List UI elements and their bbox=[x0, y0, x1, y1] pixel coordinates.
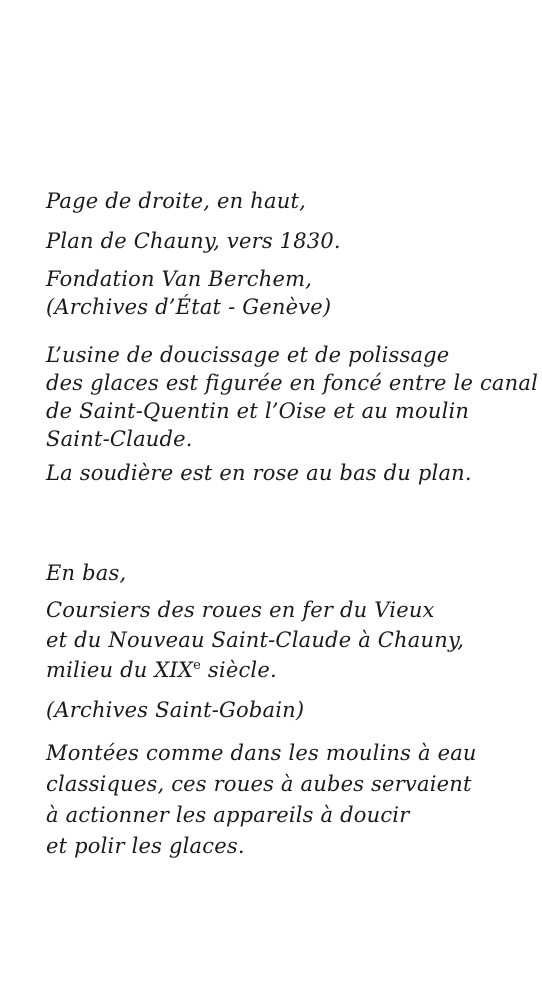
caption-bottom-desc-3: à actionner les appareils à doucir bbox=[46, 803, 410, 827]
caption-top-desc-2: des glaces est figurée en foncé entre le canal bbox=[46, 371, 539, 395]
caption-bottom-title-3 bbox=[46, 657, 277, 683]
caption-bottom-desc-2: classiques, ces roues à aubes servaient bbox=[46, 772, 472, 796]
caption-top-source-1: Fondation Van Berchem, bbox=[46, 267, 313, 291]
caption-bottom-heading: En bas, bbox=[46, 561, 127, 585]
caption-bottom-title-2: et du Nouveau Saint-Claude à Chauny, bbox=[46, 628, 465, 652]
caption-bottom-title-1: Coursiers des roues en fer du Vieux bbox=[46, 598, 435, 622]
caption-bottom-desc-4: et polir les glaces. bbox=[46, 834, 245, 858]
caption-top-title: Plan de Chauny, vers 1830. bbox=[46, 229, 341, 253]
caption-top-desc-3: de Saint-Quentin et l’Oise et au moulin bbox=[46, 399, 470, 423]
caption-top-desc-5: La soudière est en rose au bas du plan. bbox=[46, 461, 472, 485]
caption-top-desc-1: L’usine de doucissage et de polissage bbox=[46, 343, 450, 367]
caption-top-heading: Page de droite, en haut, bbox=[46, 189, 306, 213]
caption-bottom-title-3-post: siècle. bbox=[201, 658, 277, 682]
caption-top-desc-4: Saint-Claude. bbox=[46, 427, 193, 451]
caption-bottom-source: (Archives Saint-Gobain) bbox=[46, 698, 305, 722]
caption-bottom-title-3-sup: e bbox=[193, 658, 202, 673]
caption-top-source-2: (Archives d’État - Genève) bbox=[46, 295, 332, 319]
caption-bottom-desc-1: Montées comme dans les moulins à eau bbox=[46, 741, 477, 765]
caption-bottom-title-3-pre: milieu du XIX bbox=[46, 658, 194, 682]
